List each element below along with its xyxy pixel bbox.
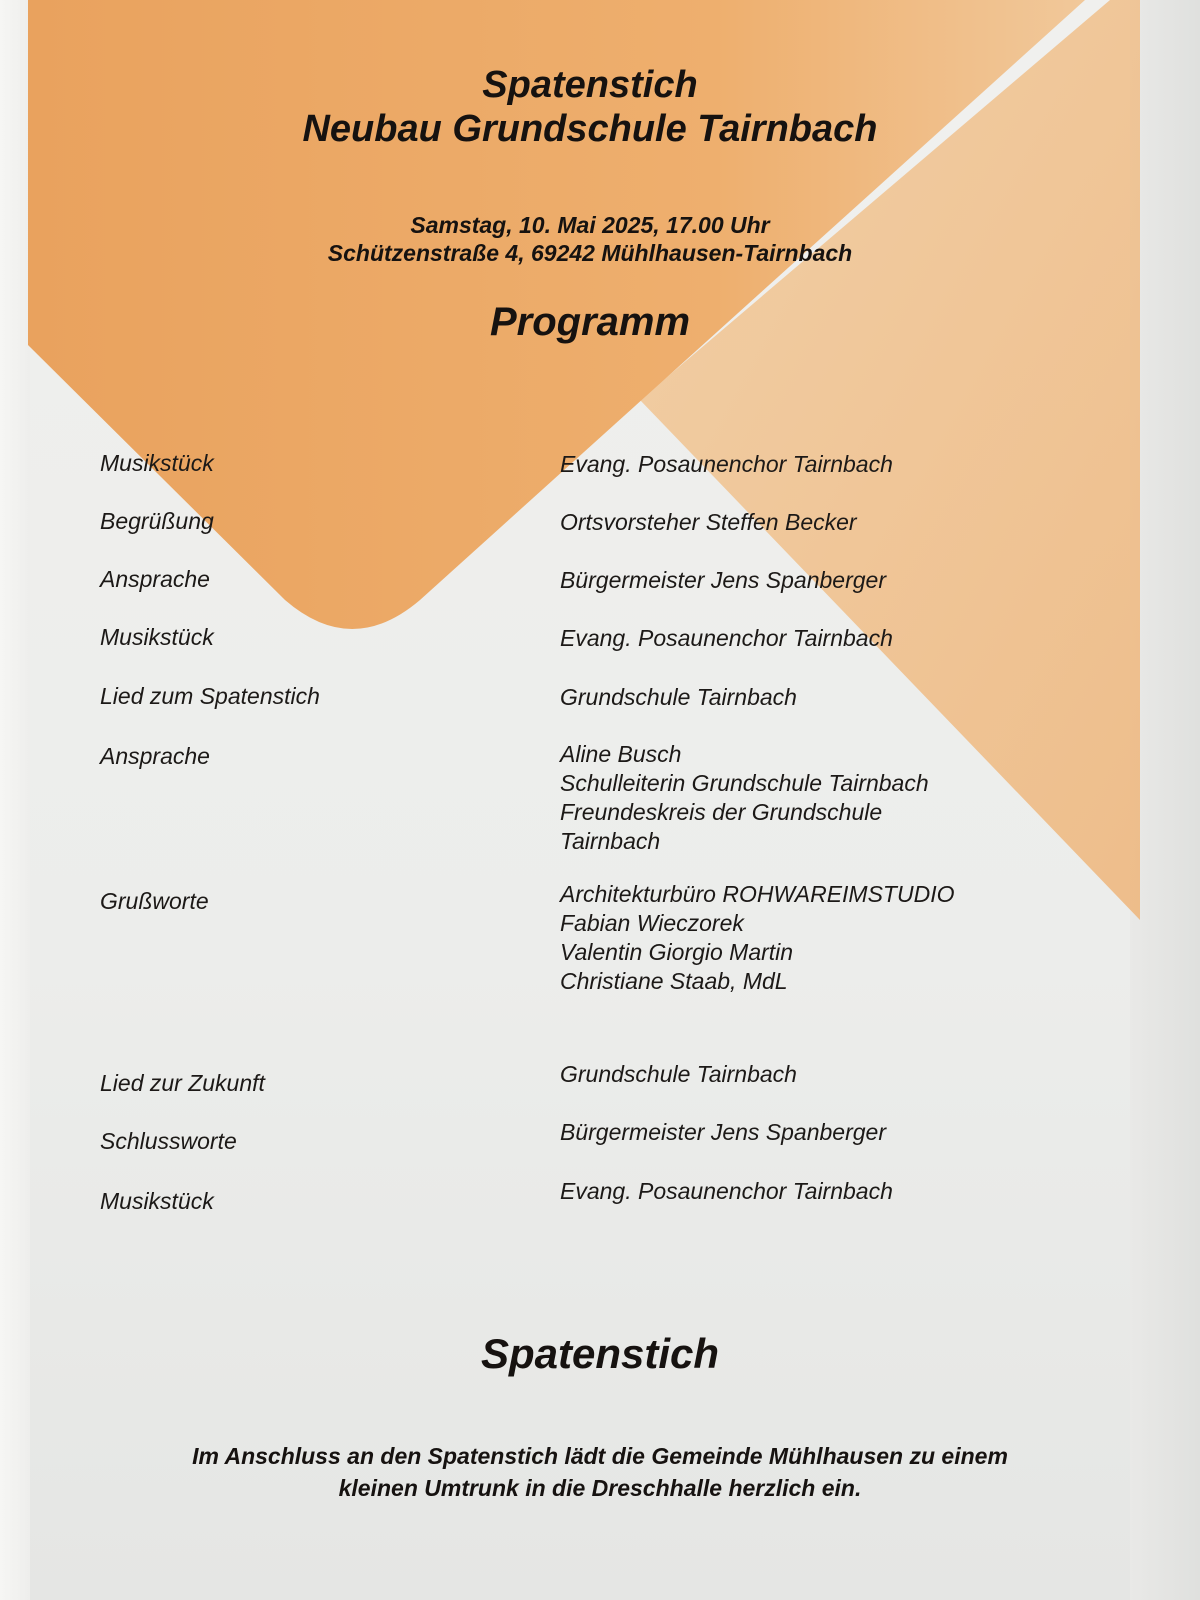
program-item-line: Fabian Wieczorek bbox=[560, 910, 744, 936]
program-item-value bbox=[560, 1060, 797, 1089]
program-item-line: Grundschule Tairnbach bbox=[560, 684, 797, 710]
program-item-value bbox=[560, 1177, 893, 1206]
program-item-value bbox=[560, 450, 893, 479]
program-item-value bbox=[560, 508, 857, 537]
program-item-value bbox=[560, 566, 886, 595]
program-item-value bbox=[560, 740, 929, 856]
program-item-value bbox=[560, 624, 893, 653]
event-date: Samstag, 10. Mai 2025, 17.00 Uhr bbox=[410, 212, 770, 238]
program-item-line: Freundeskreis der Grundschule bbox=[560, 799, 883, 825]
program-item-line: Evang. Posaunenchor Tairnbach bbox=[560, 625, 893, 651]
program-item-line: Bürgermeister Jens Spanberger bbox=[560, 567, 886, 593]
program-heading: Programm bbox=[489, 300, 691, 344]
program-item-label: Musikstück bbox=[100, 450, 214, 476]
program-item-label: Grußworte bbox=[100, 888, 209, 914]
document-subtitle: Neubau Grundschule Tairnbach bbox=[302, 108, 878, 150]
program-item-value bbox=[560, 1118, 886, 1147]
event-address: Schützenstraße 4, 69242 Mühlhausen-Tairnbach bbox=[327, 240, 853, 266]
program-item-line: Christiane Staab, MdL bbox=[560, 968, 788, 994]
program-item-line: Bürgermeister Jens Spanberger bbox=[560, 1119, 886, 1145]
program-item-line: Valentin Giorgio Martin bbox=[560, 939, 794, 965]
program-item-line: Aline Busch bbox=[560, 741, 682, 767]
program-item-label: Musikstück bbox=[100, 624, 214, 650]
program-item-line: Tairnbach bbox=[560, 828, 661, 854]
program-item-label: Ansprache bbox=[100, 743, 210, 769]
document-title: Spatenstich bbox=[482, 64, 698, 106]
program-item-label: Lied zur Zukunft bbox=[100, 1070, 265, 1096]
footer-note-line: Im Anschluss an den Spatenstich lädt die Gemeinde Mühlhausen zu einem bbox=[192, 1443, 1008, 1469]
program-item-line: Grundschule Tairnbach bbox=[560, 1061, 797, 1087]
footer-note bbox=[100, 1440, 1100, 1504]
program-item-label: Schlussworte bbox=[100, 1128, 237, 1154]
program-item-line: Evang. Posaunenchor Tairnbach bbox=[560, 451, 893, 477]
program-item-label: Ansprache bbox=[100, 566, 210, 592]
footer-heading: Spatenstich bbox=[480, 1330, 720, 1377]
program-item-line: Schulleiterin Grundschule Tairnbach bbox=[560, 770, 929, 796]
program-item-value bbox=[560, 683, 797, 712]
program-item-line: Evang. Posaunenchor Tairnbach bbox=[560, 1178, 893, 1204]
program-item-label: Lied zum Spatenstich bbox=[100, 683, 320, 709]
footer-note-line: kleinen Umtrunk in die Dreschhalle herzlich ein. bbox=[338, 1475, 862, 1501]
program-item-line: Ortsvorsteher Steffen Becker bbox=[560, 509, 857, 535]
program-item-label: Begrüßung bbox=[100, 508, 214, 534]
program-item-label: Musikstück bbox=[100, 1188, 214, 1214]
program-item-value bbox=[560, 880, 954, 996]
program-item-line: Architekturbüro ROHWAREIMSTUDIO bbox=[560, 881, 955, 907]
